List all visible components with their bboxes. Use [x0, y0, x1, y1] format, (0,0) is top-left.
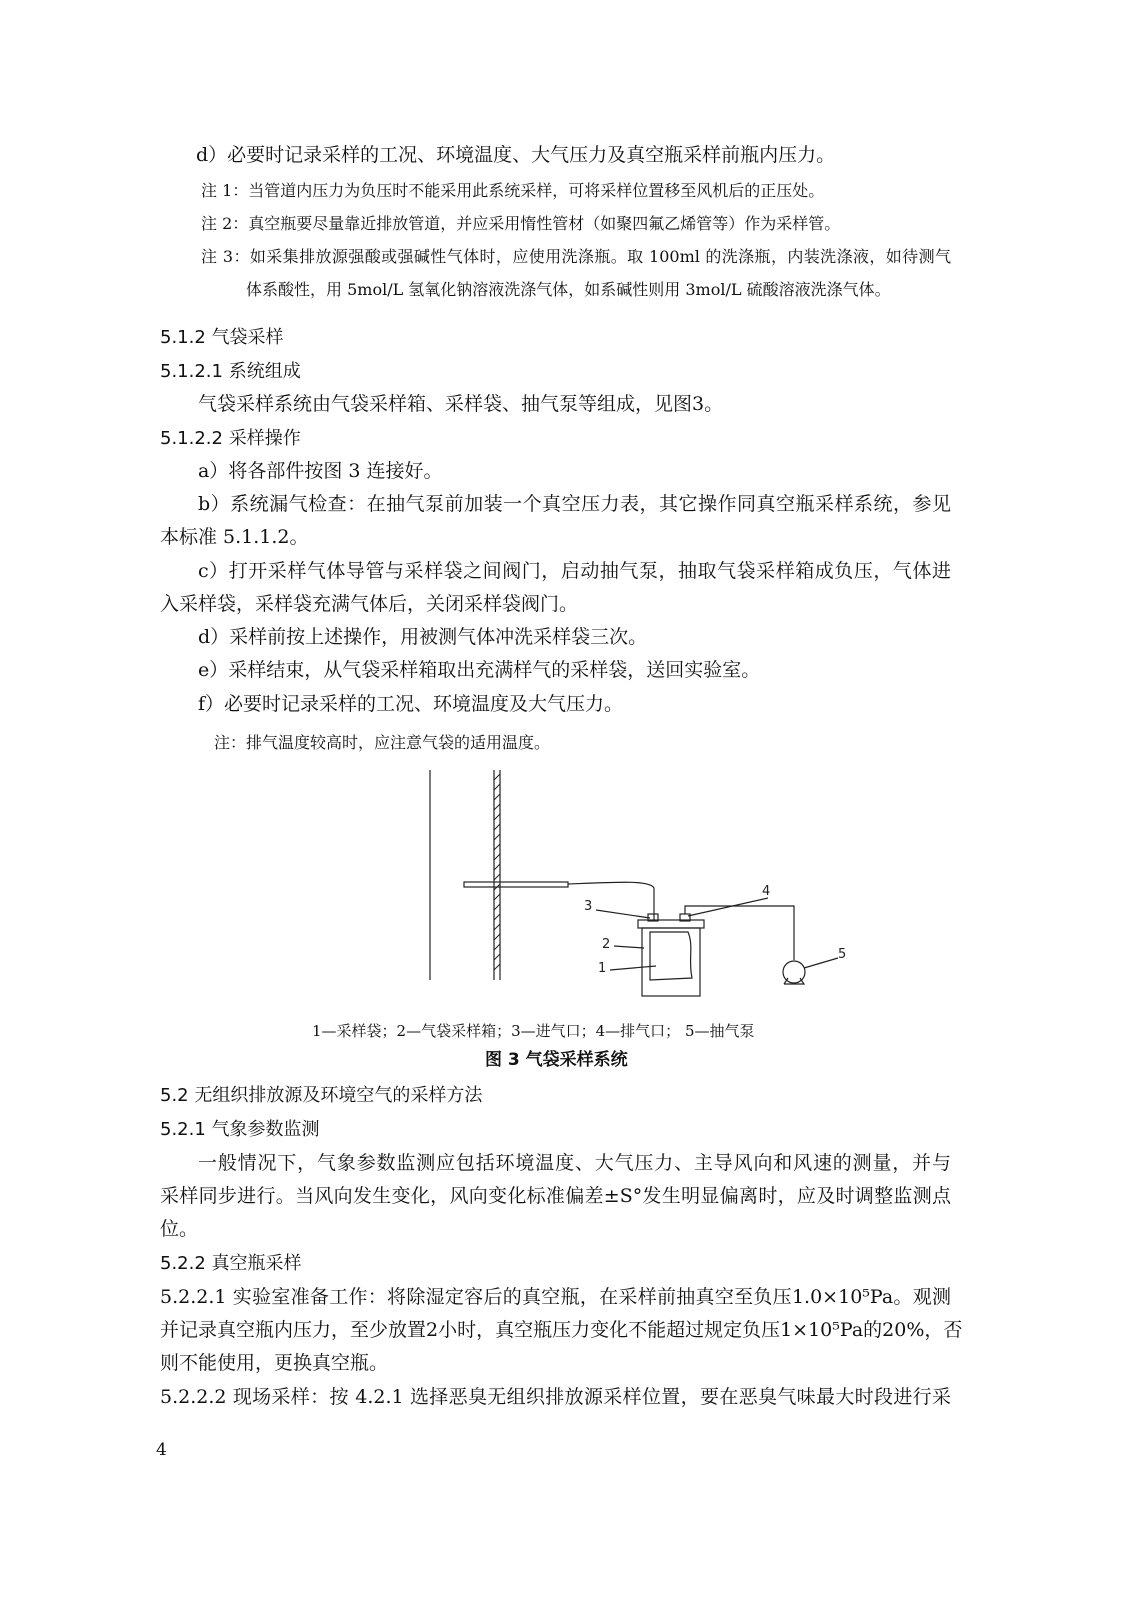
figure-label-2: 2 [602, 937, 611, 952]
step-b-line-2: 本标准 5.1.1.2。 [160, 526, 309, 548]
step-f: f）必要时记录采样的工况、环境温度及大气压力。 [198, 693, 624, 715]
figure-label-1: 1 [598, 961, 607, 976]
sampling-probe [464, 882, 568, 887]
exhaust-line [685, 906, 794, 960]
paragraph-5-2-2-1-line-2: 并记录真空瓶内压力，至少放置2小时，真空瓶压力变化不能超过规定负压1×10⁵Pa的20%，否 [160, 1319, 963, 1341]
paragraph-5-2-2-2-line-1: 5.2.2.2 现场采样：按 4.2.1 选择恶臭无组织排放源采样位置，要在恶臭气味最大时段进行采 [160, 1386, 951, 1408]
step-e: e）采样结束，从气袋采样箱取出充满样气的采样袋，送回实验室。 [198, 659, 761, 681]
note-2: 注 2：真空瓶要尽量靠近排放管道，并应采用惰性管材（如聚四氟乙烯管等）作为采样管。 [201, 214, 841, 233]
leader-2 [614, 946, 644, 948]
figure-label-3: 3 [584, 899, 593, 914]
sampling-tube [568, 882, 654, 920]
figure-3-diagram [418, 770, 858, 1010]
step-b-line-1: b）系统漏气检查：在抽气泵前加装一个真空压力表，其它操作同真空瓶采样系统，参见 [198, 493, 951, 515]
paragraph-5-2-2-1-line-1: 5.2.2.1 实验室准备工作：将除湿定容后的真空瓶，在采样前抽真空至负压1.0×10⁵Pa。观测 [160, 1286, 951, 1308]
paragraph-5-2-1-line-1: 一般情况下，气象参数监测应包括环境温度、大气压力、主导风向和风速的测量，并与 [198, 1152, 951, 1174]
section-heading-5-2-2: 5.2.2 真空瓶采样 [160, 1253, 302, 1274]
paragraph-5-2-1-line-3: 位。 [160, 1218, 199, 1240]
section-heading-5-1-2-1: 5.1.2.1 系统组成 [160, 361, 301, 382]
duct-wall-hatching [494, 774, 500, 970]
figure-caption: 1—采样袋；2—气袋采样箱；3—进气口；4—排气口； 5—抽气泵 [312, 1022, 755, 1040]
sampling-box [642, 928, 700, 996]
section-heading-5-1-2: 5.1.2 气袋采样 [160, 327, 284, 348]
note-3-line-1: 注 3：如采集排放源强酸或强碱性气体时，应使用洗涤瓶。取 100ml 的洗涤瓶，内装洗涤液，如待测气 [201, 247, 951, 266]
sampling-bag [650, 932, 692, 980]
step-d: d）采样前按上述操作，用被测气体冲洗采样袋三次。 [198, 626, 648, 648]
page-number: 4 [156, 1440, 167, 1460]
leader-5 [804, 958, 838, 968]
section-heading-5-2: 5.2 无组织排放源及环境空气的采样方法 [160, 1085, 483, 1106]
leader-1 [610, 966, 656, 970]
section-heading-5-2-1: 5.2.1 气象参数监测 [160, 1119, 320, 1140]
figure-label-4: 4 [762, 884, 771, 899]
figure-label-5: 5 [838, 947, 847, 962]
paragraph-5-1-2-1: 气袋采样系统由气袋采样箱、采样袋、抽气泵等组成，见图3。 [198, 393, 724, 415]
step-c-line-2: 入采样袋，采样袋充满气体后，关闭采样袋阀门。 [160, 593, 579, 615]
item-d-record: d）必要时记录采样的工况、环境温度、大气压力及真空瓶采样前瓶内压力。 [196, 144, 836, 166]
paragraph-5-2-2-1-line-3: 则不能使用，更换真空瓶。 [160, 1352, 389, 1374]
note-3-line-2: 体系酸性，用 5mol/L 氢氧化钠溶液洗涤气体，如系碱性则用 3mol/L 硫酸溶液洗涤气体。 [246, 280, 891, 299]
figure-title: 图 3 气袋采样系统 [485, 1050, 628, 1070]
note-1: 注 1：当管道内压力为负压时不能采用此系统采样，可将采样位置移至风机后的正压处。 [201, 181, 825, 200]
note-temperature: 注：排气温度较高时，应注意气袋的适用温度。 [214, 733, 551, 752]
step-c-line-1: c）打开采样气体导管与采样袋之间阀门，启动抽气泵，抽取气袋采样箱成负压，气体进 [198, 560, 951, 582]
leader-3 [596, 910, 650, 918]
paragraph-5-2-1-line-2: 采样同步进行。当风向发生变化，风向变化标准偏差±S°发生明显偏离时，应及时调整监测点 [160, 1185, 951, 1207]
section-heading-5-1-2-2: 5.1.2.2 采样操作 [160, 428, 301, 449]
step-a: a）将各部件按图 3 连接好。 [198, 460, 443, 482]
leader-4 [688, 898, 768, 916]
